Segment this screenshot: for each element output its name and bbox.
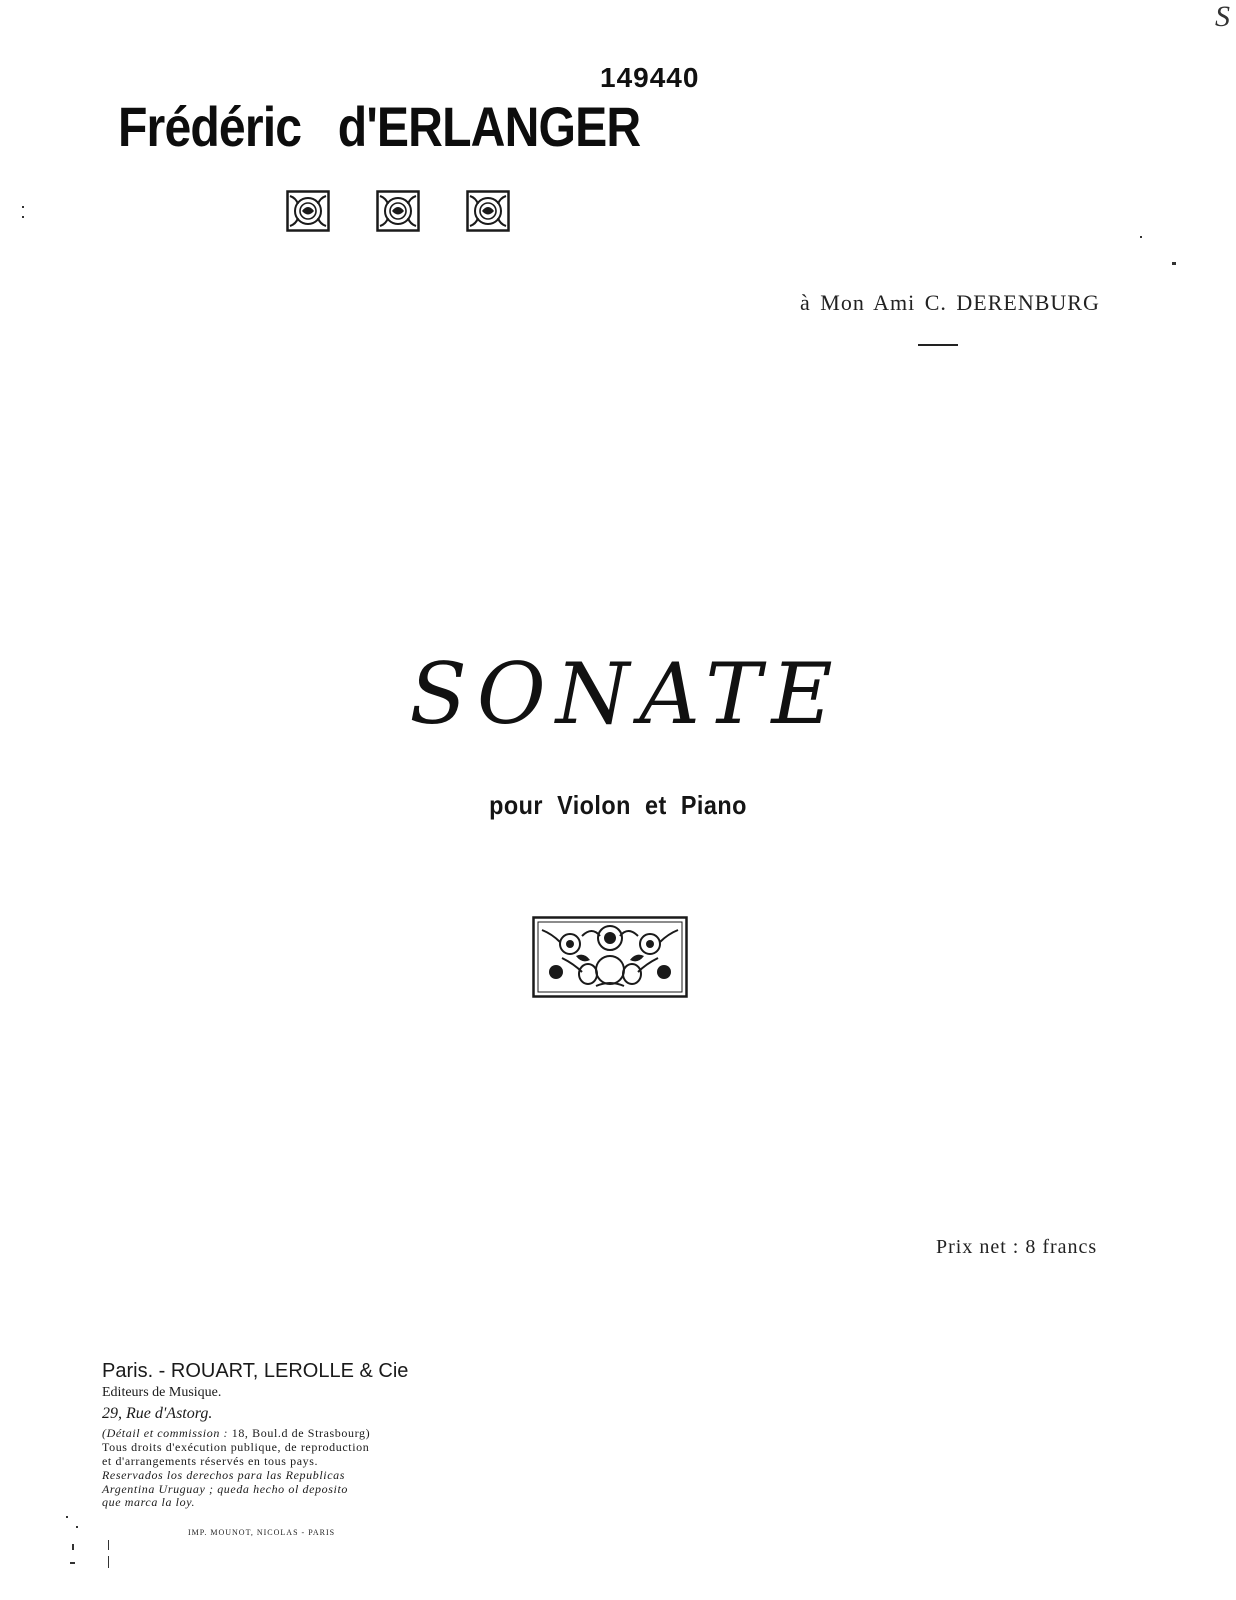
- publisher-detail-address: 18, Boul.d de Strasbourg): [231, 1426, 371, 1441]
- page-title: SONATE: [409, 645, 843, 743]
- publisher-detail: [102, 1427, 462, 1441]
- rose-ornament-row: [286, 190, 510, 232]
- publisher-address: 29, Rue d'Astorg.: [102, 1405, 213, 1423]
- scan-speck: [72, 1544, 74, 1550]
- price: Prix net : 8 francs: [936, 1236, 1098, 1258]
- scan-speck: [1172, 262, 1176, 265]
- scan-speck: [1140, 236, 1142, 238]
- publisher-role: Editeurs de Musique.: [102, 1385, 222, 1400]
- scan-speck: [70, 1562, 75, 1564]
- scan-speck: [66, 1516, 68, 1518]
- publisher-block: [102, 1360, 462, 1510]
- scan-speck: [108, 1556, 109, 1568]
- reserved-line: Reservados los derechos para las Republicas: [102, 1467, 345, 1482]
- reserved-line: que marca la loy.: [102, 1495, 196, 1510]
- rose-ornament-icon: [376, 190, 420, 232]
- printer-imprint: IMP. MOUNOT, NICOLAS - PARIS: [188, 1528, 336, 1537]
- scan-speck: [22, 206, 24, 208]
- publisher-name: Paris. - ROUART, LEROLLE & Cie: [102, 1360, 409, 1382]
- rights-line: et d'arrangements réservés en tous pays.: [102, 1454, 319, 1469]
- reserved-line: Argentina Uruguay ; queda hecho ol deposito: [102, 1481, 348, 1496]
- dedication: à Mon Ami C. DERENBURG: [800, 290, 1100, 315]
- scan-speck: [108, 1540, 109, 1550]
- rights-line: Tous droits d'exécution publique, de reproduction: [102, 1440, 370, 1455]
- composer-name: Frédéric d'ERLANGER: [118, 95, 641, 158]
- floral-vignette-icon: [532, 916, 688, 998]
- subtitle: pour Violon et Piano: [489, 790, 747, 820]
- publisher-detail-label: (Détail et commission :: [102, 1426, 229, 1441]
- catalog-number: 149440: [600, 62, 700, 93]
- rose-ornament-icon: [466, 190, 510, 232]
- scan-speck: [76, 1526, 78, 1528]
- corner-mark: S: [1215, 0, 1230, 33]
- scan-speck: [22, 216, 24, 218]
- rose-ornament-icon: [286, 190, 330, 232]
- dedication-rule: [918, 344, 958, 346]
